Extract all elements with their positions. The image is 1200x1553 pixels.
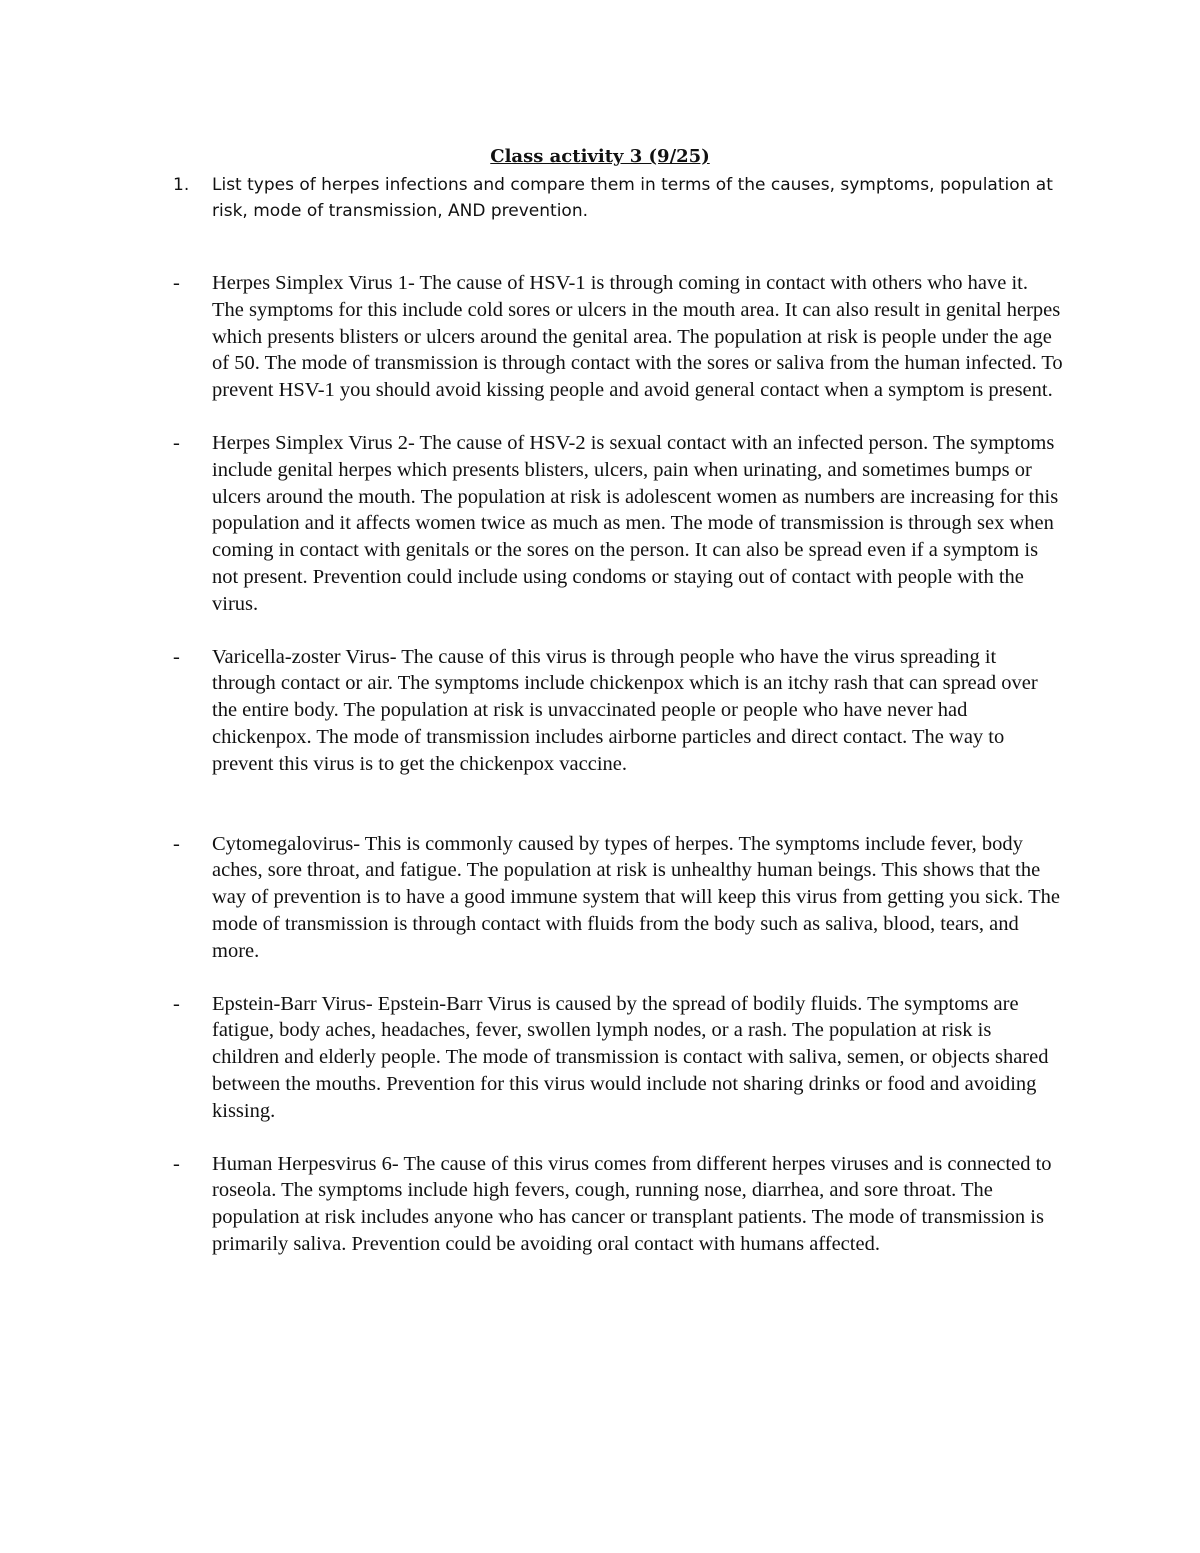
answer-text: Human Herpesvirus 6- The cause of this virus comes from different herpes viruses and is connected to roseola. The symptoms include high fevers, cough, running nose, diarrhea, and sore throat. The population at risk includes anyone who has cancer or transplant patients. The mode of transmission is primarily saliva. Prevention could be avoiding oral contact with humans affected. (212, 1152, 1052, 1255)
answer-text: Epstein-Barr Virus- Epstein-Barr Virus is caused by the spread of bodily fluids. The symptoms are fatigue, body aches, headaches, fever, swollen lymph nodes, or a rash. The population at risk is children and elderly people. The mode of transmission is contact with saliva, semen, or objects shared between the mouths. Prevention for this virus would include not sharing drinks or food and avoiding kissing. (212, 992, 1049, 1122)
bullet-dash: - (173, 272, 180, 294)
question-text: List types of herpes infections and compare them in terms of the causes, symptoms, population at risk, mode of transmission, AND prevention. (212, 175, 1053, 221)
answer-text: Herpes Simplex Virus 2- The cause of HSV-2 is sexual contact with an infected person. The symptoms include genital herpes which presents blisters, ulcers, pain when urinating, and sometimes bumps or ulcers around the mouth. The population at risk is adolescent women as numbers are increasing for this population and it affects women twice as much as men. The mode of transmission is through sex when coming in contact with genitals or the sores on the person. It can also be spread even if a symptom is not present. Prevention could include using condoms or staying out of contact with people with the virus. (212, 431, 1059, 615)
answer-text: Varicella-zoster Virus- The cause of this virus is through people who have the virus spreading it through contact or air. The symptoms include chickenpox which is an itchy rash that can spread over the entire body. The population at risk is unvaccinated people or people who have never had chickenpox. The mode of transmission includes airborne particles and direct contact. The way to prevent this virus is to get the chickenpox vaccine. (212, 645, 1038, 775)
page-title: Class activity 3 (9/25) (490, 146, 710, 167)
answer-list (173, 270, 1063, 1258)
answer-item-hsv1 (173, 270, 1063, 404)
question-number: 1. (173, 175, 190, 195)
bullet-dash: - (173, 992, 180, 1015)
bullet-dash: - (173, 832, 180, 855)
bullet-dash: - (173, 431, 180, 454)
answer-text: Cytomegalovirus- This is commonly caused by types of herpes. The symptoms include fever, body aches, sore throat, and fatigue. The population at risk is unhealthy human beings. This shows that the way of prevention is to have a good immune system that will keep this virus from getting you sick. The mode of transmission is through contact with fluids from the body such as saliva, blood, tears, and more. (212, 832, 1060, 962)
answer-item-cytomegalovirus (173, 831, 1063, 965)
answer-item-hhv6 (173, 1151, 1063, 1258)
answer-item-varicella-zoster (173, 644, 1063, 778)
bullet-dash: - (173, 645, 180, 668)
answer-item-epstein-barr (173, 991, 1063, 1125)
bullet-dash: - (173, 1152, 180, 1175)
answer-text: Herpes Simplex Virus 1- The cause of HSV-1 is through coming in contact with others who have it. The symptoms for this include cold sores or ulcers in the mouth area. It can also result in genital herpes which presents blisters or ulcers around the genital area. The population at risk is people under the age of 50. The mode of transmission is through contact with the sores or saliva from the human infected. To prevent HSV-1 you should avoid kissing people and avoid general contact when a symptom is present. (212, 272, 1063, 402)
answer-item-hsv2 (173, 430, 1063, 618)
question-item (173, 172, 1053, 224)
